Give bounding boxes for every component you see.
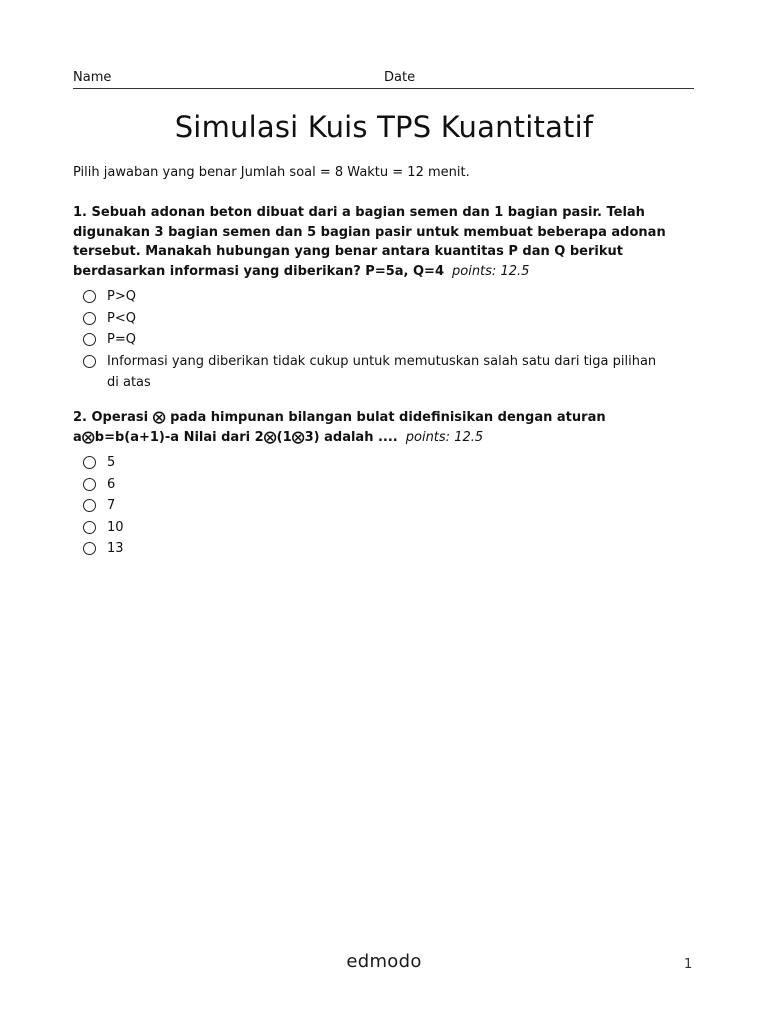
- radio-button[interactable]: [83, 521, 96, 534]
- option-label: P=Q: [107, 332, 136, 347]
- question-2-text: [73, 408, 698, 447]
- edmodo-logo: edmodo: [346, 951, 422, 972]
- question-1-text: [73, 203, 698, 281]
- option-label: 7: [107, 498, 116, 513]
- option-label: Informasi yang diberikan tidak cukup untuk memutuskan salah satu dari tiga pilihan di atas: [107, 353, 657, 390]
- radio-button[interactable]: [83, 542, 96, 555]
- question-1: [73, 203, 698, 394]
- header-row: [73, 70, 694, 89]
- option-label: 13: [107, 541, 124, 556]
- question-2-option-2[interactable]: [73, 474, 698, 496]
- radio-button[interactable]: [83, 290, 96, 303]
- instructions-text: Pilih jawaban yang benar Jumlah soal = 8 Waktu = 12 menit.: [73, 165, 470, 180]
- question-2-option-3[interactable]: [73, 495, 698, 517]
- question-1-options: [73, 286, 698, 394]
- page-number: 1: [684, 957, 693, 972]
- date-label: Date: [384, 70, 416, 85]
- question-2-prompt: 2. Operasi ⨂ pada himpunan bilangan bulat didefinisikan dengan aturan a⨂b=b(a+1)-a Nilai dari 2⨂(1⨂3) adalah ....: [73, 410, 606, 445]
- question-1-points: points: 12.5: [452, 263, 530, 279]
- question-1-prompt: 1. Sebuah adonan beton dibuat dari a bagian semen dan 1 bagian pasir. Telah digunakan 3 bagian semen dan 5 bagian pasir untuk membuat beberapa adonan tersebut. Manakah hubungan yang benar antara kuantitas P dan Q berikut berdasarkan informasi yang diberikan? P=5a, Q=4: [73, 205, 666, 279]
- question-2-option-4[interactable]: [73, 517, 698, 539]
- radio-button[interactable]: [83, 499, 96, 512]
- question-2-options: [73, 452, 698, 560]
- page-title: Simulasi Kuis TPS Kuantitatif: [174, 110, 594, 144]
- question-2-option-5[interactable]: [73, 538, 698, 560]
- radio-button[interactable]: [83, 456, 96, 469]
- question-2-points: points: 12.5: [405, 429, 484, 445]
- radio-button[interactable]: [83, 333, 96, 346]
- option-label: 5: [107, 455, 116, 470]
- question-1-option-4[interactable]: [73, 351, 667, 394]
- question-1-option-2[interactable]: [73, 308, 698, 330]
- option-label: 6: [107, 476, 116, 492]
- option-label: 10: [107, 519, 124, 535]
- name-label: Name: [73, 70, 112, 85]
- radio-button[interactable]: [83, 312, 96, 325]
- question-2: [73, 408, 698, 560]
- question-1-option-1[interactable]: [73, 286, 698, 308]
- option-label: P>Q: [107, 289, 136, 304]
- question-1-option-3[interactable]: [73, 329, 698, 351]
- radio-button[interactable]: [83, 478, 96, 491]
- question-2-option-1[interactable]: [73, 452, 698, 474]
- radio-button[interactable]: [83, 355, 96, 368]
- option-label: P<Q: [107, 310, 136, 326]
